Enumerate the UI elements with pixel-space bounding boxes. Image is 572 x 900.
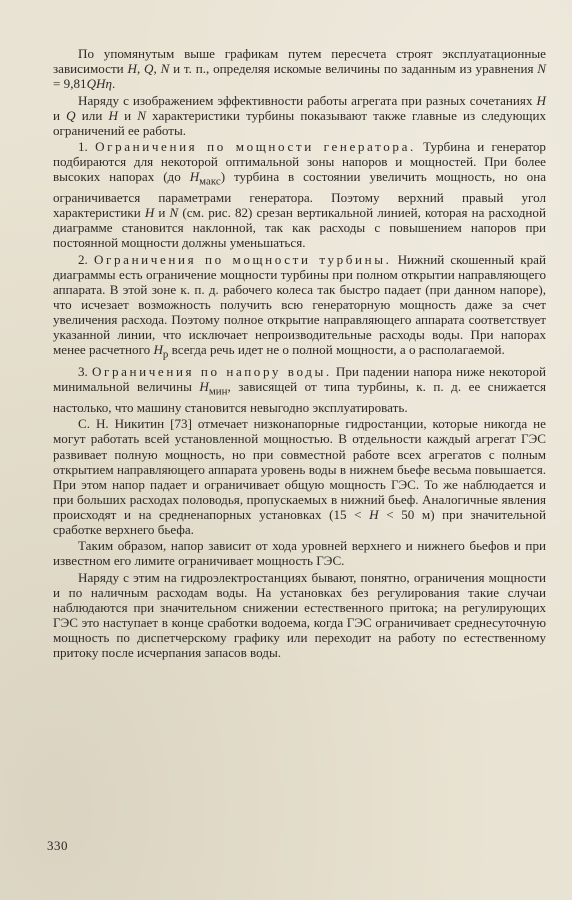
- subscript-min: мин: [208, 385, 228, 398]
- var-h: H: [127, 61, 137, 77]
- paragraph-1: По упомянутым выше графикам путем пересчета строят эксплуатационные зависимости H, Q, N и т. п., определяя искомые величины по заданным из уравнения N = 9,81QHη.: [53, 46, 547, 92]
- paragraph-2: Наряду с изображением эффективности работы агрегата при разных сочетаниях H и Q или H и N характеристики турбины показывают также главные из следующих ограничений ее работы.: [53, 92, 546, 138]
- paragraph-flow-limits: Наряду с этим на гидроэлектростанциях бывают, понятно, ограничения мощности и по наличным расходам воды. На установках без регулирования такие случаи наблюдаются при значительном снижении естественного притока; на регулирующих ГЭС это наступает в конце сработки водоема, когда ГЭС ограничивает среднесуточную мощность по диспетчерскому графику или переходит на работу по естественному притоку после исчерпания запасов воды.: [53, 569, 546, 661]
- page-number: 330: [47, 838, 68, 853]
- var-n: N: [160, 61, 170, 77]
- item-number: 3.: [78, 364, 88, 380]
- var-n: N: [537, 61, 547, 77]
- formula-qh-eta: QHη: [86, 76, 112, 92]
- spaced-heading: Ограничения по мощности турбины.: [93, 251, 392, 267]
- paragraph-generator-limit: 1. Ограничения по мощности генератора. Турбина и генератор подбираются для некоторой оптимальной зоны напоров и мощностей. При более высоких напорах (до $H_{макс}$) турбина в состоянии увеличить мощность, но она ограничивается параметрами генератора. Поэтому верхний правый угол характеристики H и N (см. рис. 82) срезан вертикальной линией, которая на расходной диаграмме становится наклонной, так как расходы с повышением напоров при постоянной мощности должны уменьшаться.: [53, 139, 547, 251]
- subscript-max: макс: [199, 175, 221, 188]
- body-text: [53, 46, 546, 660]
- item-number: 2.: [78, 251, 88, 267]
- paragraph-turbine-limit: 2. Ограничения по мощности турбины. Нижний скошенный край диаграммы есть ограничение мощности турбины при полном открытии направляющего аппарата. В этой зоне к. п. д. рабочего колеса так быстро падает (при данном напоре), что исчезает возможность получить всю генераторную мощность даже за счет увеличения расхода. Поэтому полное открытие направляющего аппарата соответствует указанной линии, что исключает непроизводительные расходы воды. При напорах менее расчетного $H_р$ всегда речь идет не о полной мощности, а о располагаемой.: [53, 251, 547, 361]
- paragraph-summary: Таким образом, напор зависит от хода уровней верхнего и нижнего бьефов и при известном его лимите ограничивает мощность ГЭС.: [53, 538, 546, 569]
- item-number: 1.: [78, 139, 88, 155]
- paragraph-nikitin: С. Н. Никитин [73] отмечает низконапорные гидростанции, которые никогда не могут работать всей установленной мощностью. В отдельности каждый агрегат ГЭС развивает полную мощность, но при совместной работе всех агрегатов с полным открытием направляющего аппарата уровень воды в нижнем бьефе весьма повышается. При этом напор падает и ограничивает общую мощность ГЭС. То же наблюдается и при больших расходах половодья, пропускаемых в нижний бьеф. Аналогичные явления происходят и на средненапорных установках (15 < H < 50 м) при значительной сработке верхнего бьефа.: [53, 416, 546, 537]
- var-q: Q: [144, 61, 154, 77]
- spaced-heading: Ограничения по напору воды.: [91, 364, 332, 380]
- paragraph-head-limit: 3. Ограничения по напору воды. При падении напора ниже некоторой минимальной величины $H_{мин}$, зависящей от типа турбины, к. п. д. ее снижается настолько, что машину становится невыгодно эксплуатировать.: [53, 364, 546, 415]
- subscript-r: р: [162, 348, 169, 361]
- spaced-heading: Ограничения по мощности генератора.: [95, 139, 416, 155]
